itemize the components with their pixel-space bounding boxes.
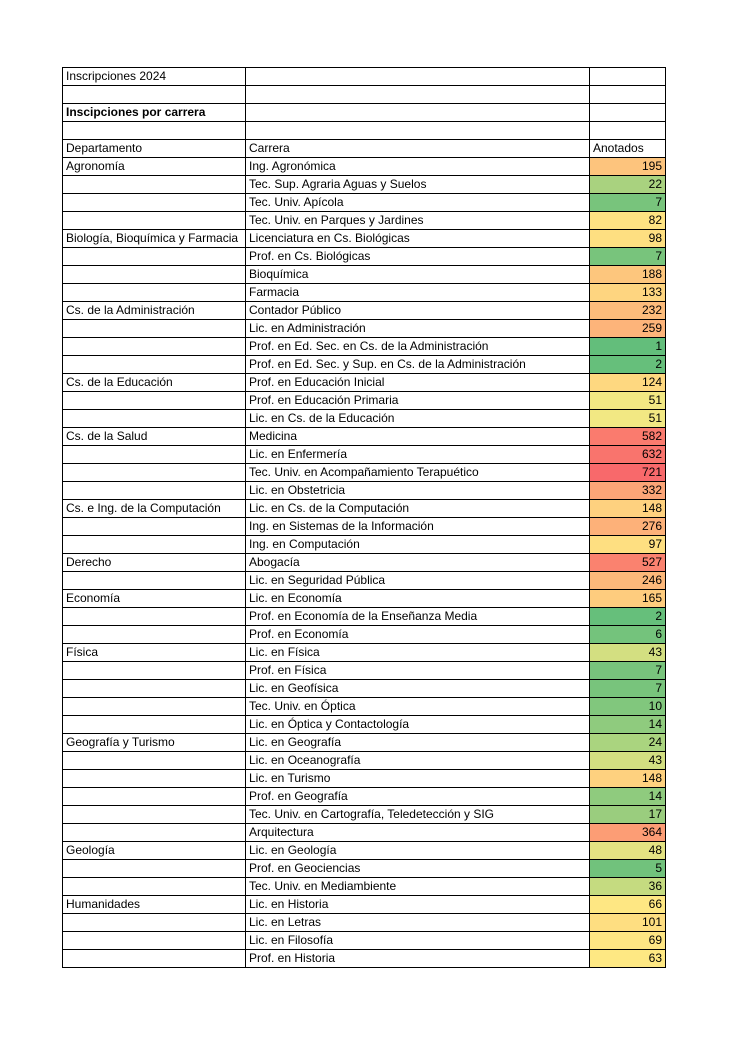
empty-cell[interactable] bbox=[63, 86, 246, 104]
cell-departamento[interactable]: Derecho bbox=[63, 554, 246, 572]
table-row bbox=[63, 392, 666, 410]
cell-carrera[interactable]: Arquitectura bbox=[246, 824, 590, 842]
cell-carrera[interactable]: Lic. en Óptica y Contactología bbox=[246, 716, 590, 734]
cell-carrera[interactable]: Contador Público bbox=[246, 302, 590, 320]
cell-departamento[interactable] bbox=[63, 914, 246, 932]
empty-cell[interactable] bbox=[590, 86, 666, 104]
table-row bbox=[63, 680, 666, 698]
cell-carrera[interactable]: Ing. Agronómica bbox=[246, 158, 590, 176]
cell-departamento[interactable]: Geología bbox=[63, 842, 246, 860]
cell-anotados[interactable]: 188 bbox=[590, 266, 666, 284]
cell-departamento[interactable]: Física bbox=[63, 644, 246, 662]
cell-anotados[interactable]: 14 bbox=[590, 716, 666, 734]
header-departamento[interactable]: Departamento bbox=[63, 140, 246, 158]
table-row bbox=[63, 608, 666, 626]
cell-departamento[interactable] bbox=[63, 788, 246, 806]
table-row bbox=[63, 338, 666, 356]
cell-carrera[interactable]: Prof. en Geografía bbox=[246, 788, 590, 806]
cell-departamento[interactable] bbox=[63, 392, 246, 410]
table-row bbox=[63, 824, 666, 842]
cell-anotados[interactable]: 63 bbox=[590, 950, 666, 968]
cell-carrera[interactable]: Tec. Univ. en Óptica bbox=[246, 698, 590, 716]
cell-anotados[interactable]: 5 bbox=[590, 860, 666, 878]
cell-departamento[interactable]: Agronomía bbox=[63, 158, 246, 176]
cell-departamento[interactable]: Cs. e Ing. de la Computación bbox=[63, 500, 246, 518]
table-row bbox=[63, 158, 666, 176]
cell-departamento[interactable] bbox=[63, 860, 246, 878]
cell-carrera[interactable]: Lic. en Letras bbox=[246, 914, 590, 932]
table-row bbox=[63, 806, 666, 824]
cell-carrera[interactable]: Tec. Univ. en Acompañamiento Terapuético bbox=[246, 464, 590, 482]
table-row bbox=[63, 860, 666, 878]
cell-anotados[interactable]: 2 bbox=[590, 608, 666, 626]
cell-carrera[interactable]: Prof. en Economía bbox=[246, 626, 590, 644]
cell-departamento[interactable] bbox=[63, 356, 246, 374]
cell-anotados[interactable]: 632 bbox=[590, 446, 666, 464]
table-row bbox=[63, 536, 666, 554]
cell-anotados[interactable]: 10 bbox=[590, 698, 666, 716]
column-header-row bbox=[63, 140, 666, 158]
cell-departamento[interactable] bbox=[63, 338, 246, 356]
title-row bbox=[63, 68, 666, 86]
table-row bbox=[63, 842, 666, 860]
empty-cell[interactable] bbox=[246, 68, 590, 86]
cell-anotados[interactable]: 165 bbox=[590, 590, 666, 608]
table-row bbox=[63, 716, 666, 734]
cell-anotados[interactable]: 276 bbox=[590, 518, 666, 536]
cell-anotados[interactable]: 7 bbox=[590, 194, 666, 212]
cell-departamento[interactable] bbox=[63, 770, 246, 788]
cell-departamento[interactable] bbox=[63, 716, 246, 734]
cell-carrera[interactable]: Lic. en Obstetricia bbox=[246, 482, 590, 500]
cell-anotados[interactable]: 14 bbox=[590, 788, 666, 806]
cell-carrera[interactable]: Lic. en Enfermería bbox=[246, 446, 590, 464]
table-row bbox=[63, 644, 666, 662]
cell-carrera[interactable]: Tec. Univ. en Cartografía, Teledetección y SIG bbox=[246, 806, 590, 824]
table-row bbox=[63, 248, 666, 266]
cell-anotados[interactable]: 51 bbox=[590, 410, 666, 428]
cell-carrera[interactable]: Lic. en Geografía bbox=[246, 734, 590, 752]
cell-departamento[interactable] bbox=[63, 950, 246, 968]
cell-carrera[interactable]: Prof. en Física bbox=[246, 662, 590, 680]
cell-departamento[interactable]: Biología, Bioquímica y Farmacia bbox=[63, 230, 246, 248]
cell-carrera[interactable]: Prof. en Historia bbox=[246, 950, 590, 968]
cell-departamento[interactable] bbox=[63, 662, 246, 680]
cell-departamento[interactable] bbox=[63, 248, 246, 266]
spreadsheet-table bbox=[62, 67, 666, 968]
table-row bbox=[63, 788, 666, 806]
cell-departamento[interactable]: Cs. de la Administración bbox=[63, 302, 246, 320]
blank-row bbox=[63, 86, 666, 104]
table-row bbox=[63, 914, 666, 932]
cell-departamento[interactable]: Cs. de la Educación bbox=[63, 374, 246, 392]
cell-departamento[interactable] bbox=[63, 446, 246, 464]
cell-carrera[interactable]: Prof. en Educación Primaria bbox=[246, 392, 590, 410]
table-row bbox=[63, 770, 666, 788]
cell-carrera[interactable]: Lic. en Geología bbox=[246, 842, 590, 860]
cell-carrera[interactable]: Licenciatura en Cs. Biológicas bbox=[246, 230, 590, 248]
table-row bbox=[63, 176, 666, 194]
cell-anotados[interactable]: 22 bbox=[590, 176, 666, 194]
table-row bbox=[63, 446, 666, 464]
cell-departamento[interactable] bbox=[63, 482, 246, 500]
cell-anotados[interactable]: 148 bbox=[590, 500, 666, 518]
sheet-subtitle[interactable]: Inscipciones por carrera bbox=[63, 104, 246, 122]
table-row bbox=[63, 356, 666, 374]
cell-anotados[interactable]: 17 bbox=[590, 806, 666, 824]
empty-cell[interactable] bbox=[63, 122, 246, 140]
table-row bbox=[63, 572, 666, 590]
cell-carrera[interactable]: Prof. en Economía de la Enseñanza Media bbox=[246, 608, 590, 626]
cell-departamento[interactable] bbox=[63, 932, 246, 950]
cell-anotados[interactable]: 24 bbox=[590, 734, 666, 752]
cell-carrera[interactable]: Prof. en Ed. Sec. y Sup. en Cs. de la Administración bbox=[246, 356, 590, 374]
cell-carrera[interactable]: Lic. en Seguridad Pública bbox=[246, 572, 590, 590]
cell-anotados[interactable]: 527 bbox=[590, 554, 666, 572]
table-row bbox=[63, 500, 666, 518]
cell-departamento[interactable] bbox=[63, 752, 246, 770]
cell-carrera[interactable]: Bioquímica bbox=[246, 266, 590, 284]
cell-carrera[interactable]: Tec. Univ. en Parques y Jardines bbox=[246, 212, 590, 230]
cell-departamento[interactable] bbox=[63, 878, 246, 896]
cell-anotados[interactable]: 246 bbox=[590, 572, 666, 590]
empty-cell[interactable] bbox=[246, 122, 590, 140]
cell-anotados[interactable]: 97 bbox=[590, 536, 666, 554]
cell-departamento[interactable] bbox=[63, 410, 246, 428]
empty-cell[interactable] bbox=[246, 104, 590, 122]
cell-departamento[interactable]: Economía bbox=[63, 590, 246, 608]
table-row bbox=[63, 212, 666, 230]
cell-departamento[interactable] bbox=[63, 698, 246, 716]
cell-anotados[interactable]: 43 bbox=[590, 752, 666, 770]
table-row bbox=[63, 878, 666, 896]
cell-anotados[interactable]: 232 bbox=[590, 302, 666, 320]
table-row bbox=[63, 932, 666, 950]
cell-departamento[interactable] bbox=[63, 608, 246, 626]
empty-cell[interactable] bbox=[590, 68, 666, 86]
cell-anotados[interactable]: 7 bbox=[590, 248, 666, 266]
empty-cell[interactable] bbox=[590, 122, 666, 140]
table-row bbox=[63, 428, 666, 446]
cell-anotados[interactable]: 66 bbox=[590, 896, 666, 914]
cell-carrera[interactable]: Ing. en Computación bbox=[246, 536, 590, 554]
empty-cell[interactable] bbox=[590, 104, 666, 122]
table-row bbox=[63, 266, 666, 284]
cell-carrera[interactable]: Prof. en Geociencias bbox=[246, 860, 590, 878]
cell-anotados[interactable]: 36 bbox=[590, 878, 666, 896]
cell-carrera[interactable]: Prof. en Educación Inicial bbox=[246, 374, 590, 392]
cell-carrera[interactable]: Lic. en Economía bbox=[246, 590, 590, 608]
table-row bbox=[63, 752, 666, 770]
table-row bbox=[63, 662, 666, 680]
table-row bbox=[63, 482, 666, 500]
cell-carrera[interactable]: Tec. Sup. Agraria Aguas y Suelos bbox=[246, 176, 590, 194]
cell-carrera[interactable]: Prof. en Ed. Sec. en Cs. de la Administración bbox=[246, 338, 590, 356]
cell-departamento[interactable]: Cs. de la Salud bbox=[63, 428, 246, 446]
cell-carrera[interactable]: Lic. en Administración bbox=[246, 320, 590, 338]
cell-departamento[interactable] bbox=[63, 266, 246, 284]
cell-anotados[interactable]: 101 bbox=[590, 914, 666, 932]
table-row bbox=[63, 950, 666, 968]
cell-anotados[interactable]: 133 bbox=[590, 284, 666, 302]
cell-carrera[interactable]: Lic. en Filosofía bbox=[246, 932, 590, 950]
cell-departamento[interactable] bbox=[63, 320, 246, 338]
cell-carrera[interactable]: Tec. Univ. Apícola bbox=[246, 194, 590, 212]
cell-carrera[interactable]: Prof. en Cs. Biológicas bbox=[246, 248, 590, 266]
cell-anotados[interactable]: 82 bbox=[590, 212, 666, 230]
cell-departamento[interactable]: Geografía y Turismo bbox=[63, 734, 246, 752]
cell-carrera[interactable]: Lic. en Turismo bbox=[246, 770, 590, 788]
table-row bbox=[63, 734, 666, 752]
cell-departamento[interactable] bbox=[63, 212, 246, 230]
sheet-body bbox=[63, 68, 666, 968]
cell-anotados[interactable]: 582 bbox=[590, 428, 666, 446]
cell-departamento[interactable] bbox=[63, 626, 246, 644]
table-row bbox=[63, 320, 666, 338]
cell-carrera[interactable]: Medicina bbox=[246, 428, 590, 446]
cell-departamento[interactable] bbox=[63, 518, 246, 536]
cell-anotados[interactable]: 51 bbox=[590, 392, 666, 410]
cell-anotados[interactable]: 7 bbox=[590, 662, 666, 680]
table-row bbox=[63, 284, 666, 302]
table-row bbox=[63, 194, 666, 212]
cell-carrera[interactable]: Lic. en Cs. de la Computación bbox=[246, 500, 590, 518]
cell-departamento[interactable] bbox=[63, 824, 246, 842]
cell-carrera[interactable]: Abogacía bbox=[246, 554, 590, 572]
blank-row bbox=[63, 122, 666, 140]
cell-anotados[interactable]: 2 bbox=[590, 356, 666, 374]
table-row bbox=[63, 374, 666, 392]
cell-departamento[interactable] bbox=[63, 806, 246, 824]
cell-anotados[interactable]: 721 bbox=[590, 464, 666, 482]
subtitle-row bbox=[63, 104, 666, 122]
table-row bbox=[63, 554, 666, 572]
table-row bbox=[63, 518, 666, 536]
cell-carrera[interactable]: Lic. en Oceanografía bbox=[246, 752, 590, 770]
cell-anotados[interactable]: 48 bbox=[590, 842, 666, 860]
cell-anotados[interactable]: 1 bbox=[590, 338, 666, 356]
cell-anotados[interactable]: 148 bbox=[590, 770, 666, 788]
cell-departamento[interactable] bbox=[63, 536, 246, 554]
table-row bbox=[63, 626, 666, 644]
cell-carrera[interactable]: Lic. en Historia bbox=[246, 896, 590, 914]
cell-departamento[interactable] bbox=[63, 680, 246, 698]
cell-anotados[interactable]: 43 bbox=[590, 644, 666, 662]
cell-carrera[interactable]: Lic. en Geofísica bbox=[246, 680, 590, 698]
table-row bbox=[63, 698, 666, 716]
cell-anotados[interactable]: 195 bbox=[590, 158, 666, 176]
cell-departamento[interactable] bbox=[63, 572, 246, 590]
cell-departamento[interactable] bbox=[63, 464, 246, 482]
cell-carrera[interactable]: Ing. en Sistemas de la Información bbox=[246, 518, 590, 536]
cell-anotados[interactable]: 124 bbox=[590, 374, 666, 392]
table-row bbox=[63, 464, 666, 482]
cell-anotados[interactable]: 259 bbox=[590, 320, 666, 338]
cell-anotados[interactable]: 332 bbox=[590, 482, 666, 500]
cell-anotados[interactable]: 6 bbox=[590, 626, 666, 644]
empty-cell[interactable] bbox=[246, 86, 590, 104]
cell-departamento[interactable] bbox=[63, 176, 246, 194]
cell-anotados[interactable]: 7 bbox=[590, 680, 666, 698]
sheet-title[interactable]: Inscripciones 2024 bbox=[63, 68, 246, 86]
cell-departamento[interactable] bbox=[63, 284, 246, 302]
cell-anotados[interactable]: 69 bbox=[590, 932, 666, 950]
table-row bbox=[63, 590, 666, 608]
header-anotados[interactable]: Anotados bbox=[590, 140, 666, 158]
table-row bbox=[63, 896, 666, 914]
table-row bbox=[63, 302, 666, 320]
cell-anotados[interactable]: 98 bbox=[590, 230, 666, 248]
cell-carrera[interactable]: Tec. Univ. en Mediambiente bbox=[246, 878, 590, 896]
cell-departamento[interactable]: Humanidades bbox=[63, 896, 246, 914]
cell-departamento[interactable] bbox=[63, 194, 246, 212]
table-row bbox=[63, 410, 666, 428]
header-carrera[interactable]: Carrera bbox=[246, 140, 590, 158]
cell-carrera[interactable]: Farmacia bbox=[246, 284, 590, 302]
cell-carrera[interactable]: Lic. en Física bbox=[246, 644, 590, 662]
cell-anotados[interactable]: 364 bbox=[590, 824, 666, 842]
cell-carrera[interactable]: Lic. en Cs. de la Educación bbox=[246, 410, 590, 428]
table-row bbox=[63, 230, 666, 248]
